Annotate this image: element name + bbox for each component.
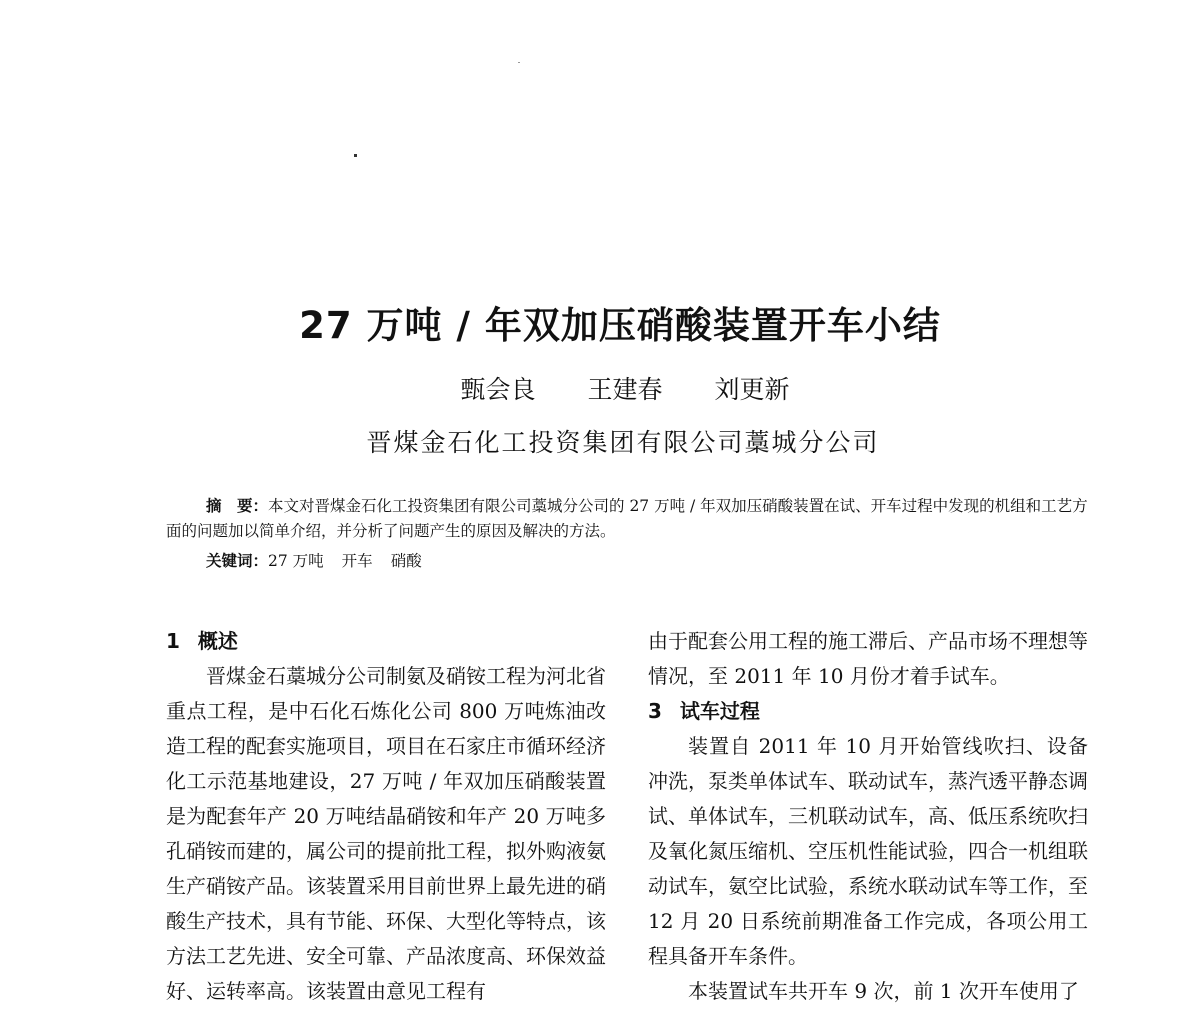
keyword: 27 万吨	[268, 552, 324, 570]
left-column	[166, 624, 606, 1009]
abstract-paragraph	[166, 493, 1088, 544]
section-title: 试车过程	[679, 699, 760, 723]
scan-speck	[354, 154, 357, 157]
section-number: 1	[166, 629, 180, 653]
author-list	[0, 370, 1200, 406]
section-number: 3	[648, 699, 662, 723]
section-body: 本装置试车共开车 9 次，前 1 次开车使用了	[688, 979, 1079, 1003]
author-name: 刘更新	[714, 375, 790, 404]
section-body: 晋煤金石藁城分公司制氨及硝铵工程为河北省重点工程，是中石化石炼化公司 800 万吨炼油改造工程的配套实施项目，项目在石家庄市循环经济化工示范基地建设，27 万吨 / 年双加压硝酸装置是为配套年产 20 万吨结晶硝铵和年产 20 万吨多孔硝铵而建的，属公司的提前批工程，拟外购液氨生产硝铵产品。该装置采用目前世界上最先进的硝酸生产技术，具有节能、环保、大型化等特点，该方法工艺先进、安全可靠、产品浓度高、环保效益好、运转率高。该装置由意见工程有	[166, 664, 606, 1003]
author-name: 王建春	[587, 375, 663, 404]
keywords-label: 关键词：	[206, 551, 269, 570]
author-name: 甄会良	[460, 375, 536, 404]
paper-title: 27 万吨 / 年双加压硝酸装置开车小结	[299, 303, 941, 347]
abstract-label: 摘 要：	[206, 496, 269, 515]
abstract-text: 本文对晋煤金石化工投资集团有限公司藁城分公司的 27 万吨 / 年双加压硝酸装置在试、开车过程中发现的机组和工艺方面的问题加以简单介绍，并分析了问题产生的原因及解决的方法。	[166, 497, 1088, 540]
keyword: 开车	[341, 552, 373, 570]
keyword: 硝酸	[390, 552, 422, 570]
section-heading	[166, 624, 606, 659]
abstract-block	[166, 493, 1088, 574]
right-column	[648, 624, 1088, 1009]
scan-speck	[518, 62, 520, 63]
author-affiliation: 晋煤金石化工投资集团有限公司藁城分公司	[366, 428, 880, 457]
section-title: 概述	[197, 629, 238, 653]
section-heading	[648, 694, 1088, 729]
section-body: 装置自 2011 年 10 月开始管线吹扫、设备冲洗，泵类单体试车、联动试车，蒸汽透平静态调试、单体试车，三机联动试车，高、低压系统吹扫及氧化氮压缩机、空压机性能试验，四合一机组联动试车，氨空比试验，系统水联动试车等工作，至 12 月 20 日系统前期准备工作完成，各项公用工程具备开车条件。	[648, 734, 1088, 968]
continued-paragraph: 由于配套公用工程的施工滞后、产品市场不理想等情况，至 2011 年 10 月份才着手试车。	[648, 629, 1088, 688]
keywords-line	[166, 548, 1088, 574]
